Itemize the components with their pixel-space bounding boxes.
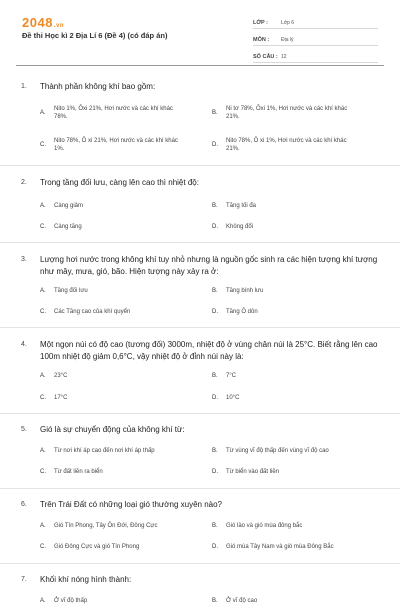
page-header <box>0 0 400 66</box>
question-text: Trong tầng đối lưu, càng lên cao thì nhiệt độ: <box>40 178 199 187</box>
option-c[interactable]: C. 17°C <box>40 395 68 401</box>
option-b[interactable]: B. Tăng tối đa <box>212 203 257 209</box>
option-a[interactable]: A. Nito 1%, Ôxi 21%, Hơi nước và các khí khác 78%. <box>40 106 173 120</box>
question-text: Gió là sự chuyển động của không khí từ: <box>40 425 185 434</box>
meta-row-subject <box>253 31 378 46</box>
meta-value: 12 <box>281 54 287 60</box>
option-d[interactable]: D. Nito 78%, Ô xi 1%, Hơi nước và các khí khác 21%. <box>212 138 347 152</box>
option-b[interactable]: B. Gió lào và gió mùa đông bắc <box>212 523 303 529</box>
option-c[interactable]: C. Từ đất liền ra biển <box>40 469 103 475</box>
meta-value: Địa lý <box>281 37 294 43</box>
meta-label: SỐ CÂU : <box>253 54 278 60</box>
option-a[interactable]: A. 23°C <box>40 373 68 379</box>
option-d[interactable]: D. Không đổi <box>212 224 254 230</box>
meta-value: Lớp 6 <box>281 20 295 26</box>
question-number: 4. <box>21 341 27 348</box>
question-text: Trên Trái Đất có những loại gió thường xuyên nào? <box>40 500 222 509</box>
meta-row-count <box>253 48 378 63</box>
question-number: 5. <box>21 426 27 433</box>
exam-meta <box>253 14 378 65</box>
option-a[interactable]: A. Gió Tín Phong, Tây Ôn Đới, Đông Cực <box>40 523 158 529</box>
option-a[interactable]: A. Càng giảm <box>40 203 84 209</box>
meta-label: MÔN : <box>253 37 270 43</box>
option-a[interactable]: A. Tầng đối lưu <box>40 288 88 294</box>
question-3 <box>0 243 400 328</box>
option-d[interactable]: D. Tầng Ô dôn <box>212 309 258 315</box>
question-number: 6. <box>21 501 27 508</box>
question-text: Lượng hơi nước trong không khí tuy nhỏ nhưng là nguồn gốc sinh ra các hiện tượng khí tượng như mây, mưa, gió, bão. Hiện tượng này xảy ra ở: <box>40 255 378 276</box>
option-c[interactable]: C. Các Tầng cao của khí quyển <box>40 309 131 315</box>
question-number: 3. <box>21 256 27 263</box>
option-d[interactable]: D. 10°C <box>212 395 240 401</box>
meta-row-class <box>253 14 378 29</box>
option-b[interactable]: B. 7°C <box>212 373 237 379</box>
question-number: 2. <box>21 179 27 186</box>
document-title: Đề thi Học kì 2 Địa Lí 6 (Đề 4) (có đáp án) <box>22 31 168 40</box>
option-c[interactable]: C. Càng tăng <box>40 224 82 230</box>
question-2 <box>0 166 400 243</box>
question-text: Thành phần không khí bao gồm: <box>40 82 156 91</box>
option-a[interactable]: A. Từ nơi khí áp cao đến nơi khí áp thấp <box>40 448 155 454</box>
question-number: 7. <box>21 576 27 583</box>
option-d[interactable]: D. Gió mùa Tây Nam và gió mùa Đông Bắc <box>212 544 334 550</box>
option-b[interactable]: B. Ni tơ 78%, Ôxi 1%, Hơi nước và các khí khác 21%. <box>212 106 348 120</box>
option-a[interactable]: A. Ở vĩ độ thấp <box>40 598 88 604</box>
question-6 <box>0 489 400 564</box>
question-1 <box>0 66 400 166</box>
meta-label: LỚP : <box>253 20 268 26</box>
question-4 <box>0 328 400 414</box>
question-7 <box>0 564 400 612</box>
question-number: 1. <box>21 83 27 90</box>
site-logo[interactable]: 2048.vn <box>22 15 65 30</box>
option-b[interactable]: B. Ở vĩ độ cao <box>212 598 258 604</box>
question-5 <box>0 414 400 489</box>
option-c[interactable]: C. Gió Đông Cực và gió Tín Phong <box>40 544 140 550</box>
option-b[interactable]: B. Từ vùng vĩ độ thấp đến vùng vĩ độ cao <box>212 448 329 454</box>
option-c[interactable]: C. Nito 78%, Ô xi 21%, Hơi nước và các khí khác 1%. <box>40 138 178 152</box>
option-d[interactable]: D. Từ biển vào đất liền <box>212 469 280 475</box>
question-text: Một ngọn núi có độ cao (tương đối) 3000m, nhiệt độ ở vùng chân núi là 25°C. Biết rằng lên cao 100m nhiệt độ giảm 0,6°C, vậy nhiệt độ ở đỉnh núi này là: <box>40 340 378 361</box>
question-text: Khối khí nóng hình thành: <box>40 575 132 584</box>
option-b[interactable]: B. Tầng bình lưu <box>212 288 264 294</box>
